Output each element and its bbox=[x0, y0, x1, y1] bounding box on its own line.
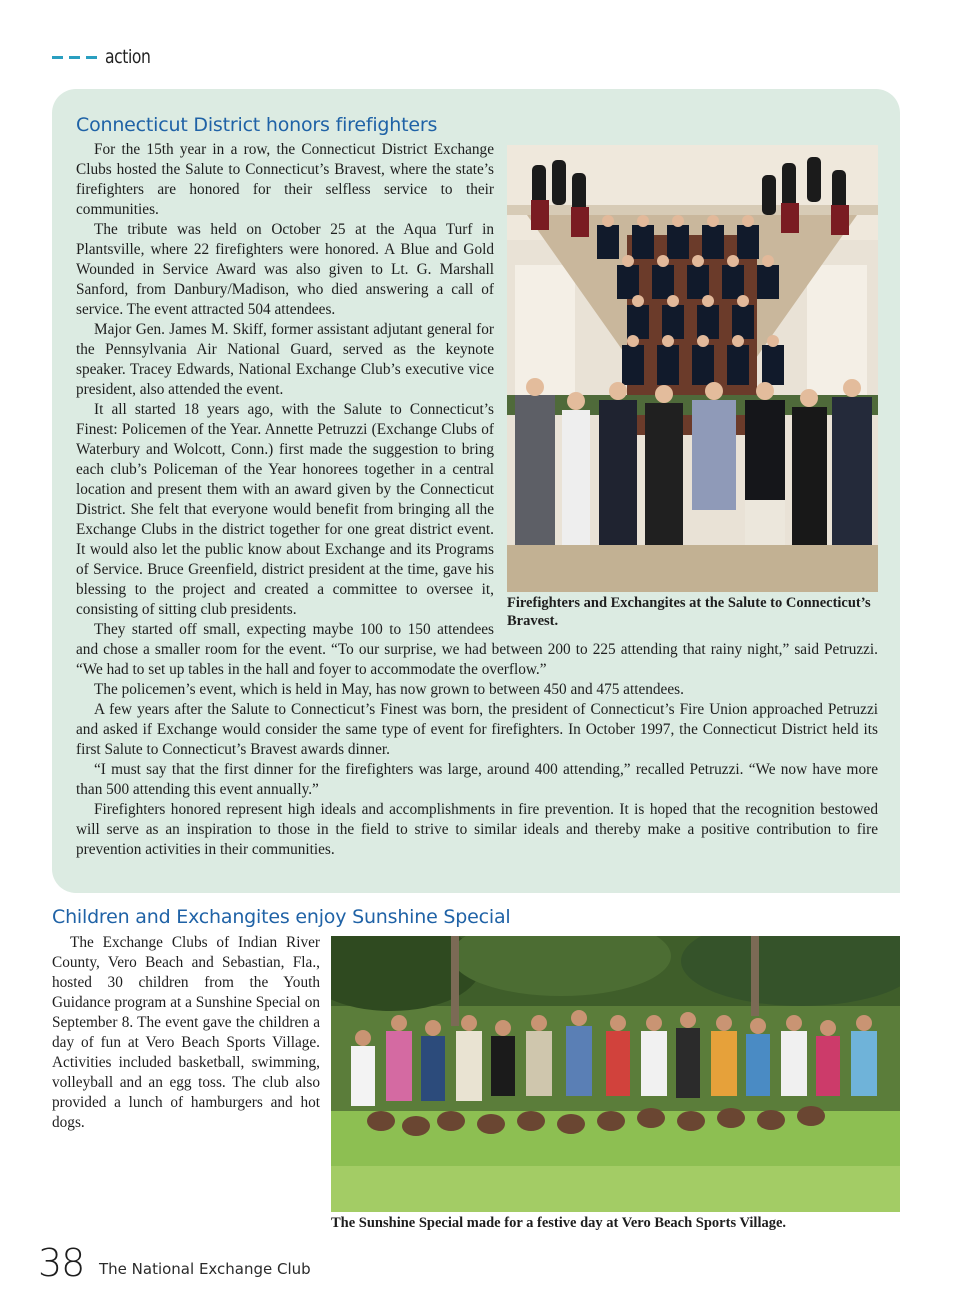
article-1-paragraph: For the 15th year in a row, the Connecticut District Exchange Clubs hosted the Salute to Connecticut’s Bravest, where the state’s firefighters are honored for their selfless service to their communities. bbox=[76, 141, 494, 218]
article-1-paragraph: “I must say that the first dinner for the firefighters was large, around 400 attending,” recalled Petruzzi. “We now have more than 500 attending this event annually.” bbox=[76, 761, 878, 798]
dash bbox=[86, 56, 97, 59]
article-1-body bbox=[76, 140, 878, 860]
publication-title: The National Exchange Club bbox=[99, 1260, 311, 1278]
article-1-paragraph: It all started 18 years ago, with the Salute to Connecticut’s Finest: Policemen of the Year. Annette Petruzzi (Exchange Clubs of Waterbury and Wolcott, Conn.) first made the suggestion to bring each club’s Policeman of the Year honorees together in a central location and present them with an award given by the Connecticut District. She felt that everyone would benefit from bringing all the Exchange Clubs in the district together for one great district event. It would also let the public know about Exchange and its Programs of Service. Bruce Greenfield, district president at the time, gave his blessing to the project and created a committee to oversee it, consisting of sitting club presidents. bbox=[76, 401, 494, 618]
article-1-paragraph: A few years after the Salute to Connecticut’s Finest was born, the president of Connecticut’s Fire Union approached Petruzzi and asked if Exchange would consider the same type of event for firefighters. In October 1997, the Connecticut District held its first Salute to Connecticut’s Bravest awards dinner. bbox=[76, 701, 878, 758]
photo-wrap-spacer bbox=[494, 140, 878, 628]
article-1-paragraph: The policemen’s event, which is held in May, has now grown to between 450 and 475 attendees. bbox=[94, 681, 684, 698]
photo-caption-sunshine: The Sunshine Special made for a festive day at Vero Beach Sports Village. bbox=[331, 1215, 787, 1231]
sunshine-special-group-photo bbox=[331, 936, 900, 1212]
article-1-paragraph: Firefighters honored represent high ideals and accomplishments in fire prevention. It is hoped that the recognition bestowed will serve as an inspiration to those in the field to strive to similar ideals and thereby make a positive contribution to fire prevention activities in their communities. bbox=[76, 801, 878, 858]
page-number: 38 bbox=[38, 1241, 85, 1285]
section-tag bbox=[52, 42, 160, 72]
article-2-headline: Children and Exchangites enjoy Sunshine Special bbox=[52, 906, 511, 928]
article-2-body bbox=[52, 933, 320, 1133]
section-label: action bbox=[105, 46, 151, 68]
dash bbox=[69, 56, 80, 59]
photo-caption-firefighters: Firefighters and Exchangites at the Salute to Connecticut’s Bravest. bbox=[507, 595, 871, 629]
article-1-paragraph: They started off small, expecting maybe 100 to 150 attendees and chose a smaller room for the event. “To our surprise, we had between 200 to 225 attending that rainy night,” said Petruzzi. “We had to set up tables in the hall and foyer to accommodate the overflow.” bbox=[76, 621, 878, 678]
article-1-paragraph: The tribute was held on October 25 at the Aqua Turf in Plantsville, where 22 firefighters were honored. A Blue and Gold Wounded in Service Award was also given to Lt. G. Marshall Sanford, from Danbury/Madison, who died answering a call of service. The event attracted 504 attendees. bbox=[76, 221, 494, 318]
article-2-paragraph: The Exchange Clubs of Indian River County, Vero Beach and Sebastian, Fla., hosted 30 children from the Youth Guidance program at a Sunshine Special on September 8. The event gave the children a day of fun at Vero Beach Sports Village. Activities included basketball, swimming, volleyball and an egg toss. The club also provided a lunch of hamburgers and hot dogs. bbox=[52, 934, 320, 1131]
dash bbox=[52, 56, 63, 59]
article-1-headline: Connecticut District honors firefighters bbox=[76, 114, 438, 136]
section-dashes bbox=[52, 56, 97, 59]
article-1-paragraph: Major Gen. James M. Skiff, former assistant adjutant general for the Pennsylvania Air National Guard, served as the keynote speaker. Tracey Edwards, National Exchange Club’s executive vice president, also attended the event. bbox=[76, 321, 494, 398]
